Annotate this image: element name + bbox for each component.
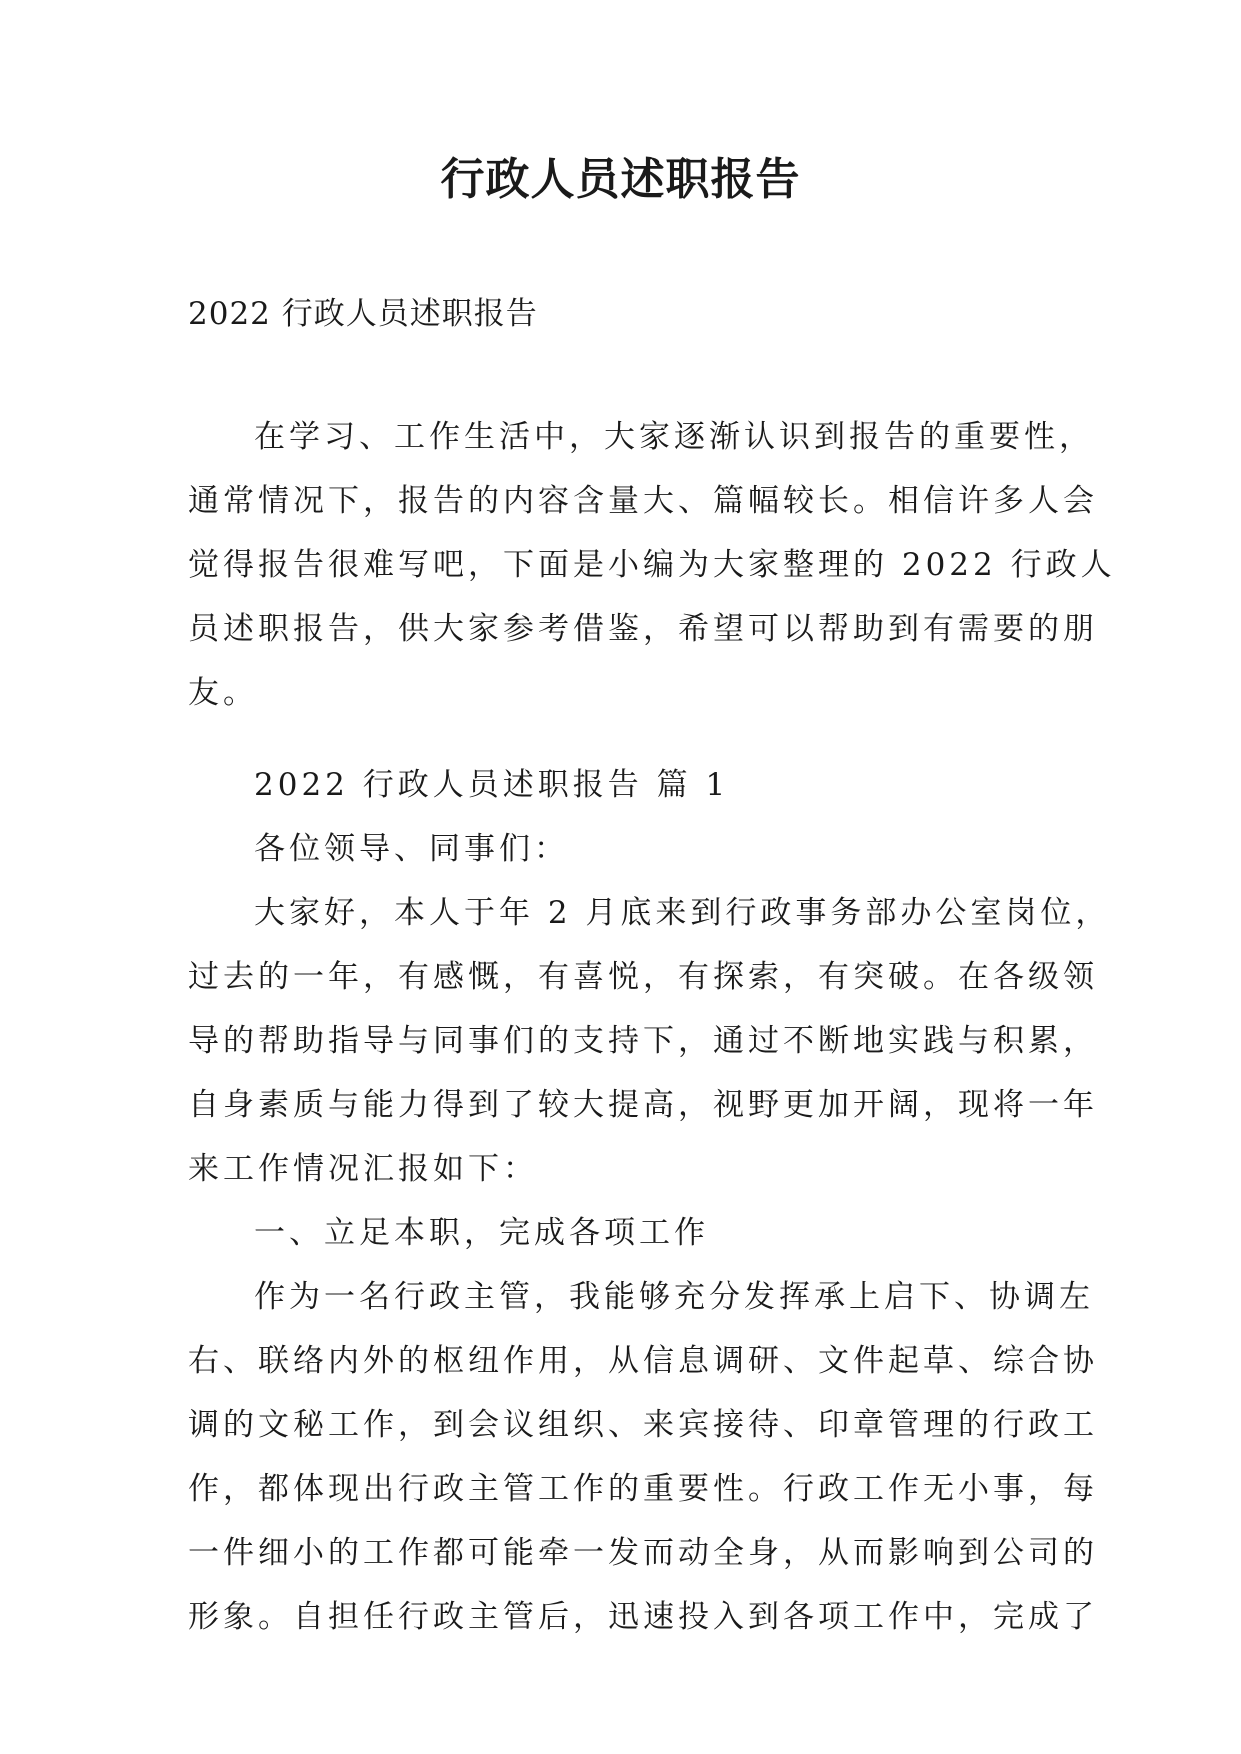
intro-paragraph (188, 405, 1116, 725)
main-section (188, 753, 1111, 1649)
text-line: 导的帮助指导与同事们的支持下，通过不断地实践与积累， (188, 1023, 1098, 1059)
text-line: 调的文秘工作，到会议组织、来宾接待、印章管理的行政工 (188, 1407, 1098, 1443)
text-line: 来工作情况汇报如下： (188, 1151, 538, 1187)
text-line: 觉得报告很难写吧，下面是小编为大家整理的 2022 行政人 (188, 547, 1116, 583)
section-heading: 2022 行政人员述职报告 篇 1 (254, 767, 730, 803)
text-line: 一件细小的工作都可能牵一发而动全身，从而影响到公司的 (188, 1535, 1098, 1571)
text-line: 员述职报告，供大家参考借鉴，希望可以帮助到有需要的朋 (188, 611, 1098, 647)
text-line: 过去的一年，有感慨，有喜悦，有探索，有突破。在各级领 (188, 959, 1098, 995)
text-line: 形象。自担任行政主管后，迅速投入到各项工作中，完成了 (188, 1599, 1098, 1635)
section-subheading: 一、立足本职，完成各项工作 (254, 1215, 709, 1251)
text-line: 大家好，本人于年 2 月底来到行政事务部办公室岗位， (254, 895, 1111, 931)
text-line: 作，都体现出行政主管工作的重要性。行政工作无小事，每 (188, 1471, 1098, 1507)
text-line: 作为一名行政主管，我能够充分发挥承上启下、协调左 (254, 1279, 1094, 1315)
text-line: 在学习、工作生活中，大家逐渐认识到报告的重要性， (254, 419, 1094, 455)
document-subtitle: 2022 行政人员述职报告 (188, 296, 538, 332)
document-title: 行政人员述职报告 (440, 154, 801, 205)
text-line: 通常情况下，报告的内容含量大、篇幅较长。相信许多人会 (188, 483, 1098, 519)
text-line: 友。 (188, 675, 258, 711)
text-line: 右、联络内外的枢纽作用，从信息调研、文件起草、综合协 (188, 1343, 1098, 1379)
salutation: 各位领导、同事们： (254, 831, 569, 867)
text-line: 自身素质与能力得到了较大提高，视野更加开阔，现将一年 (188, 1087, 1098, 1123)
